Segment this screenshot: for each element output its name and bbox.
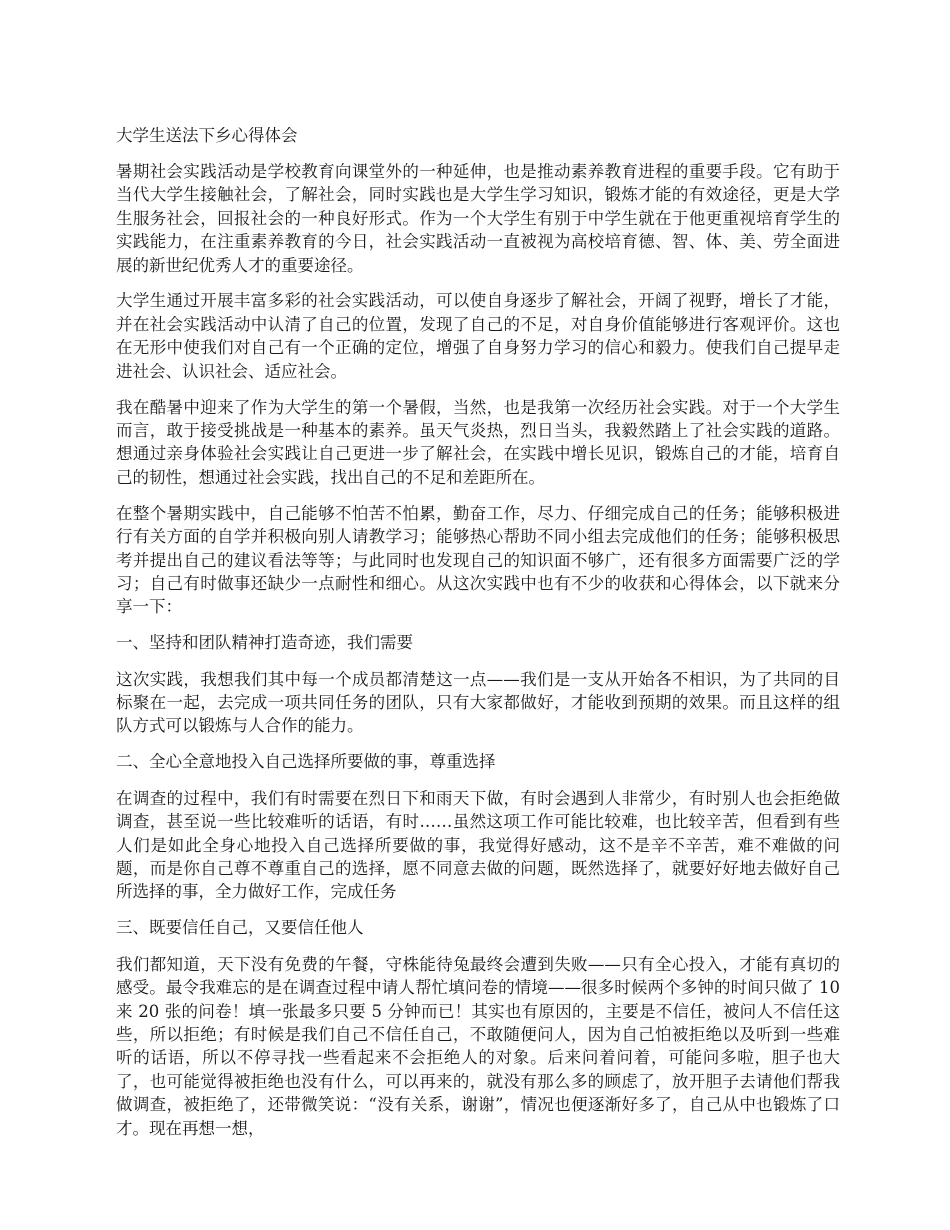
paragraph-benefits: 大学生通过开展丰富多彩的社会实践活动，可以使自身逐步了解社会，开阔了视野，增长了才能，并在社会实践活动中认清了自己的位置，发现了自己的不足，对自身价值能够进行客观评价。这也在无形中使我们对自己有一个正确的定位，增强了自身努力学习的信心和毅力。使我们自己提早走进社会、认识社会、适应社会。 <box>116 291 840 381</box>
paragraph-practice-summary: 在整个暑期实践中，自己能够不怕苦不怕累，勤奋工作，尽力、仔细完成自己的任务；能够积极进行有关方面的自学并积极向别人请教学习；能够热心帮助不同小组去完成他们的任务；能够积极思考并提出自己的建议看法等等；与此同时也发现自己的知识面不够广，还有很多方面需要广泛的学习；自己有时做事还缺少一点耐性和细心。从这次实践中也有不少的收获和心得体会，以下就来分享一下： <box>116 503 840 617</box>
document-page <box>116 124 840 1152</box>
document-title: 大学生送法下乡心得体会 <box>116 126 298 145</box>
paragraph-teamwork: 这次实践，我想我们其中每一个成员都清楚这一点——我们是一支从开始各不相识，为了共同的目标聚在一起，去完成一项共同任务的团队，只有大家都做好，才能收到预期的效果。而且这样的组队方式可以锻炼与人合作的能力。 <box>116 669 840 736</box>
paragraph-intro: 暑期社会实践活动是学校教育向课堂外的一种延伸，也是推动素养教育进程的重要手段。它有助于当代大学生接触社会，了解社会，同时实践也是大学生学习知识，锻炼才能的有效途径，更是大学生服务社会，回报社会的一种良好形式。作为一个大学生有别于中学生就在于他更重视培育学生的实践能力，在注重素养教育的今日，社会实践活动一直被视为高校培育德、智、体、美、劳全面进展的新世纪优秀人才的重要途径。 <box>116 161 840 275</box>
section-heading-2: 二、全心全意地投入自己选择所要做的事，尊重选择 <box>116 752 496 772</box>
paragraph-dedication: 在调查的过程中，我们有时需要在烈日下和雨天下做，有时会遇到人非常少，有时别人也会拒绝做调查，甚至说一些比较难听的话语，有时……虽然这项工作可能比较难，也比较辛苦，但看到有些人们是如此全身心地投入自己选择所要做的事，我觉得好感动，这不是辛不辛苦，难不难做的问题，而是你自己尊不尊重自己的选择，愿不同意去做的问题，既然选择了，就要好好地去做好自己所选择的事，全力做好工作，完成任务 <box>116 788 840 902</box>
paragraph-first-summer: 我在酷暑中迎来了作为大学生的第一个暑假，当然，也是我第一次经历社会实践。对于一个大学生而言，敢于接受挑战是一种基本的素养。虽天气炎热，烈日当头，我毅然踏上了社会实践的道路。想通过亲身体验社会实践让自己更进一步了解社会，在实践中增长见识，锻炼自己的才能，培育自己的韧性，想通过社会实践，找出自己的不足和差距所在。 <box>116 397 840 487</box>
section-heading-1: 一、坚持和团队精神打造奇迹，我们需要 <box>116 633 413 653</box>
paragraph-trust: 我们都知道，天下没有免费的午餐，守株能待兔最终会遭到失败——只有全心投入，才能有真切的感受。最令我难忘的是在调查过程中请人帮忙填问卷的情境——很多时候两个多钟的时间只做了 10 来 20 张的问卷！填一张最多只要 5 分钟而已！其实也有原因的，主要是不信任，被问人不信任这些，所以拒绝；有时候是我们自己不信任自己，不敢随便问人，因为自己怕被拒绝以及听到一些难听的话语，所以不停寻找一些看起来不会拒绝人的对象。后来问着问着，可能问多啦，胆子也大了，也可能觉得被拒绝也没有什么，可以再来的，就没有那么多的顾虑了，放开胆子去请他们帮我做调查，被拒绝了，还带微笑说：“没有关系，谢谢”，情况也便逐渐好多了，自己从中也锻炼了口才。现在再想一想， <box>116 954 840 1138</box>
section-heading-3: 三、既要信任自己，又要信任他人 <box>116 918 364 938</box>
